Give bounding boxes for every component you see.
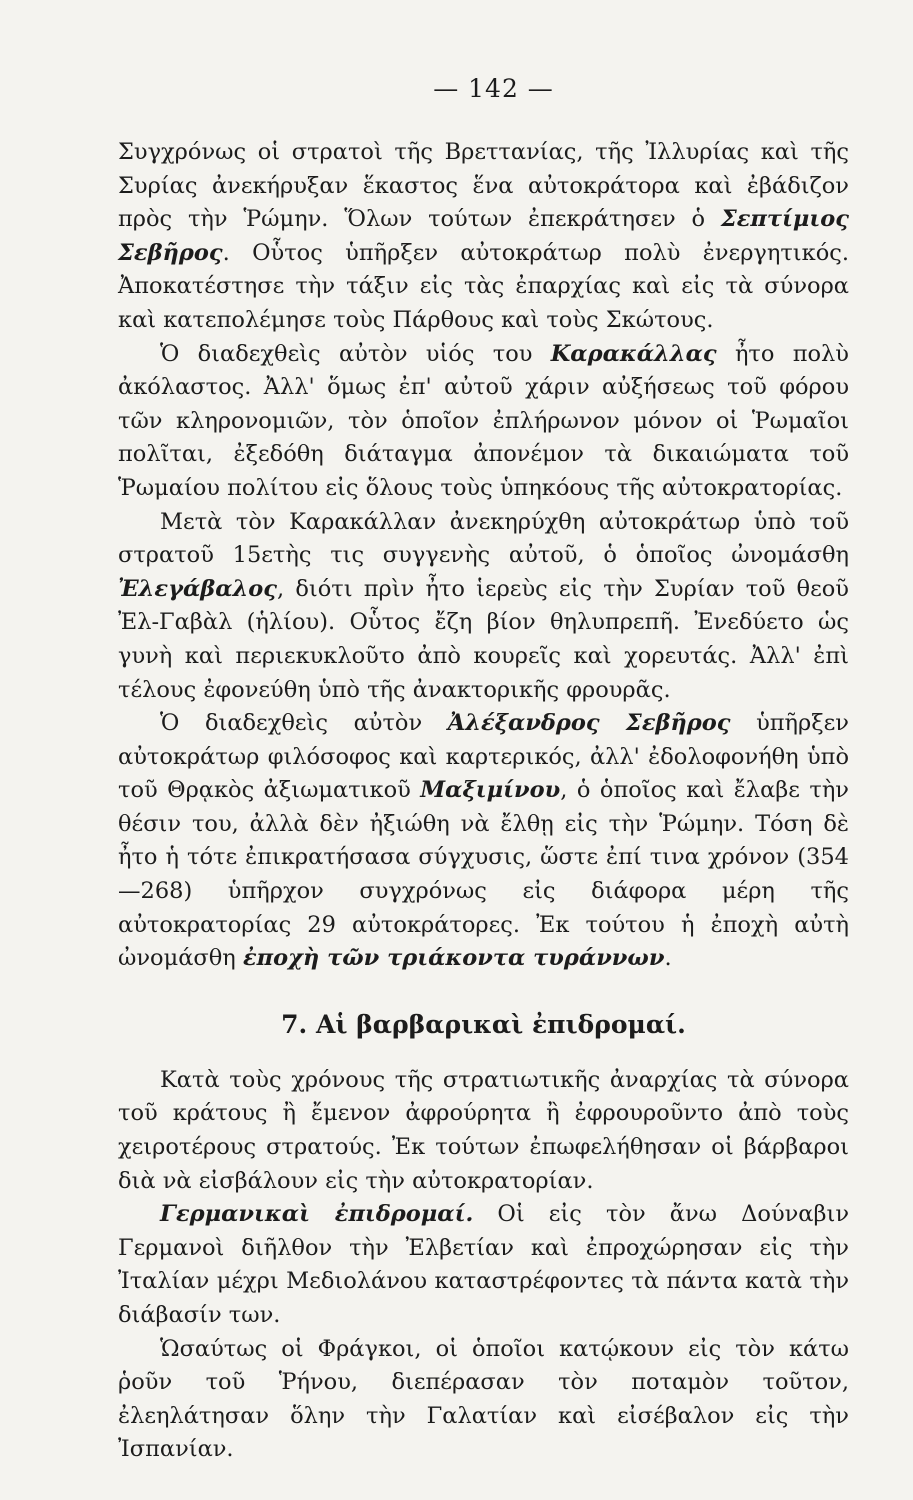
paragraph-germanic-raids: Γερμανικαὶ ἐπιδρομαί. Οἱ εἰς τὸν ἄνω Δούναβιν Γερμανοὶ διῆλθον τὴν Ἐλβετίαν καὶ ἐπροχώρησαν εἰς τὴν Ἰταλίαν μέχρι Μεδιολάνου καταστρέφοντες τὰ πάντα κατὰ τὴν διάβασίν των. bbox=[118, 1201, 850, 1328]
page-number: — 142 — bbox=[433, 74, 554, 103]
emphasis-name: Σεπτίμιος Σεβῆρος bbox=[118, 206, 849, 266]
section-heading: 7. Αἱ βαρβαρικαὶ ἐπιδρομαί. bbox=[281, 1009, 686, 1039]
emphasis-name: Καρακάλλας bbox=[550, 340, 717, 367]
emphasis-term: ἐποχὴ τῶν τριάκοντα τυράννων bbox=[242, 945, 665, 972]
emphasis-name: Ἐλεγάβαλος bbox=[118, 575, 278, 602]
paragraph-lead: Γερμανικαὶ ἐπιδρομαί. bbox=[160, 1201, 474, 1228]
paragraph-frontiers: Κατὰ τοὺς χρόνους τῆς στρατιωτικῆς ἀναρχίας τὰ σύνορα τοῦ κράτους ἢ ἔμενον ἀφρούρητα ἢ ἐφρουροῦντο ἀπὸ τοὺς χειροτέρους στρατούς. Ἐκ τούτων ἐπωφελήθησαν οἱ βάρβαροι διὰ νὰ εἰσβάλουν εἰς τὴν αὐτοκρατορίαν. bbox=[118, 1066, 849, 1194]
emphasis-name: Ἀλέξανδρος Σεβῆρος bbox=[447, 710, 731, 737]
emphasis-name: Μαξιμίνου bbox=[420, 777, 561, 804]
paragraph-severus: Συγχρόνως οἱ στρατοὶ τῆς Βρεττανίας, τῆς Ἰλλυρίας καὶ τῆς Συρίας ἀνεκήρυξαν ἕκαστος ἕνα αὐτοκράτορα καὶ ἐβάδιζον πρὸς τὴν Ῥώμην. Ὅλων τούτων ἐπεκράτησεν ὁ Σεπτίμιος Σεβῆρος. Οὗτος ὑπῆρξεν αὐτοκράτωρ πολὺ ἐνεργητικός. Ἀποκατέστησε τὴν τάξιν εἰς τὰς ἐπαρχίας καὶ εἰς τὰ σύνορα καὶ κατεπολέμησε τοὺς Πάρθους καὶ τοὺς Σκώτους. bbox=[118, 139, 849, 333]
section-gap bbox=[118, 976, 849, 1008]
paragraph-elagabalus: Μετὰ τὸν Καρακάλλαν ἀνεκηρύχθη αὐτοκράτωρ ὑπὸ τοῦ στρατοῦ 15ετὴς τις συγγενὴς αὐτοῦ, ὁ ὁποῖος ὠνομάσθη Ἐλεγάβαλος, διότι πρὶν ἦτο ἱερεὺς εἰς τὴν Συρίαν τοῦ θεοῦ Ἐλ-Γαβὰλ (ἡλίου). Οὗτος ἔζη βίον θηλυπρεπῆ. Ἐνεδύετο ὡς γυνὴ καὶ περιεκυκλοῦτο ἀπὸ κουρεῖς καὶ χορευτάς. Ἀλλ' ἐπὶ τέλους ἐφονεύθη ὑπὸ τῆς ἀνακτορικῆς φρουρᾶς. bbox=[118, 508, 849, 703]
paragraph-caracalla: Ὁ διαδεχθεὶς αὐτὸν υἱός του Καρακάλλας ἦτο πολὺ ἀκόλαστος. Ἀλλ' ὅμως ἐπ' αὐτοῦ χάριν αὐξήσεως τοῦ φόρου τῶν κληρονομιῶν, τὸν ὁποῖον ἐπλήρωνον μόνον οἱ Ῥωμαῖοι πολῖται, ἐξεδόθη διάταγμα ἀπονέμον τὰ δικαιώματα τοῦ Ῥωμαίου πολίτου εἰς ὅλους τοὺς ὑπηκόους τῆς αὐτοκρατορίας. bbox=[118, 340, 849, 501]
paragraph-franks: Ὡσαύτως οἱ Φράγκοι, οἱ ὁποῖοι κατῴκουν εἰς τὸν κάτω ῥοῦν τοῦ Ῥήνου, διεπέρασαν τὸν ποταμὸν τοῦτον, ἐλεηλάτησαν ὅλην τὴν Γαλατίαν καὶ εἰσέβαλον εἰς τὴν Ἰσπανίαν. bbox=[118, 1335, 849, 1463]
paragraph-alexander: Ὁ διαδεχθεὶς αὐτὸν Ἀλέξανδρος Σεβῆρος ὑπῆρξεν αὐτοκράτωρ φιλόσοφος καὶ καρτερικός, ἀλλ' ἐδολοφονήθη ὑπὸ τοῦ Θρᾳκὸς ἀξιωματικοῦ Μαξιμίνου, ὁ ὁποῖος καὶ ἔλαβε τὴν θέσιν του, ἀλλὰ δὲν ἠξιώθη νὰ ἔλθῃ εἰς τὴν Ῥώμην. Τόση δὲ ἦτο ἡ τότε ἐπικρατήσασα σύγχυσις, ὥστε ἐπί τινα χρόνον (354—268) ὑπῆρχον συγχρόνως εἰς διάφορα μέρη τῆς αὐτοκρατορίας 29 αὐτοκράτορες. Ἐκ τούτου ἡ ἐποχὴ αὐτὴ ὠνομάσθη ἐποχὴ τῶν τριάκοντα τυράννων. bbox=[118, 710, 849, 972]
